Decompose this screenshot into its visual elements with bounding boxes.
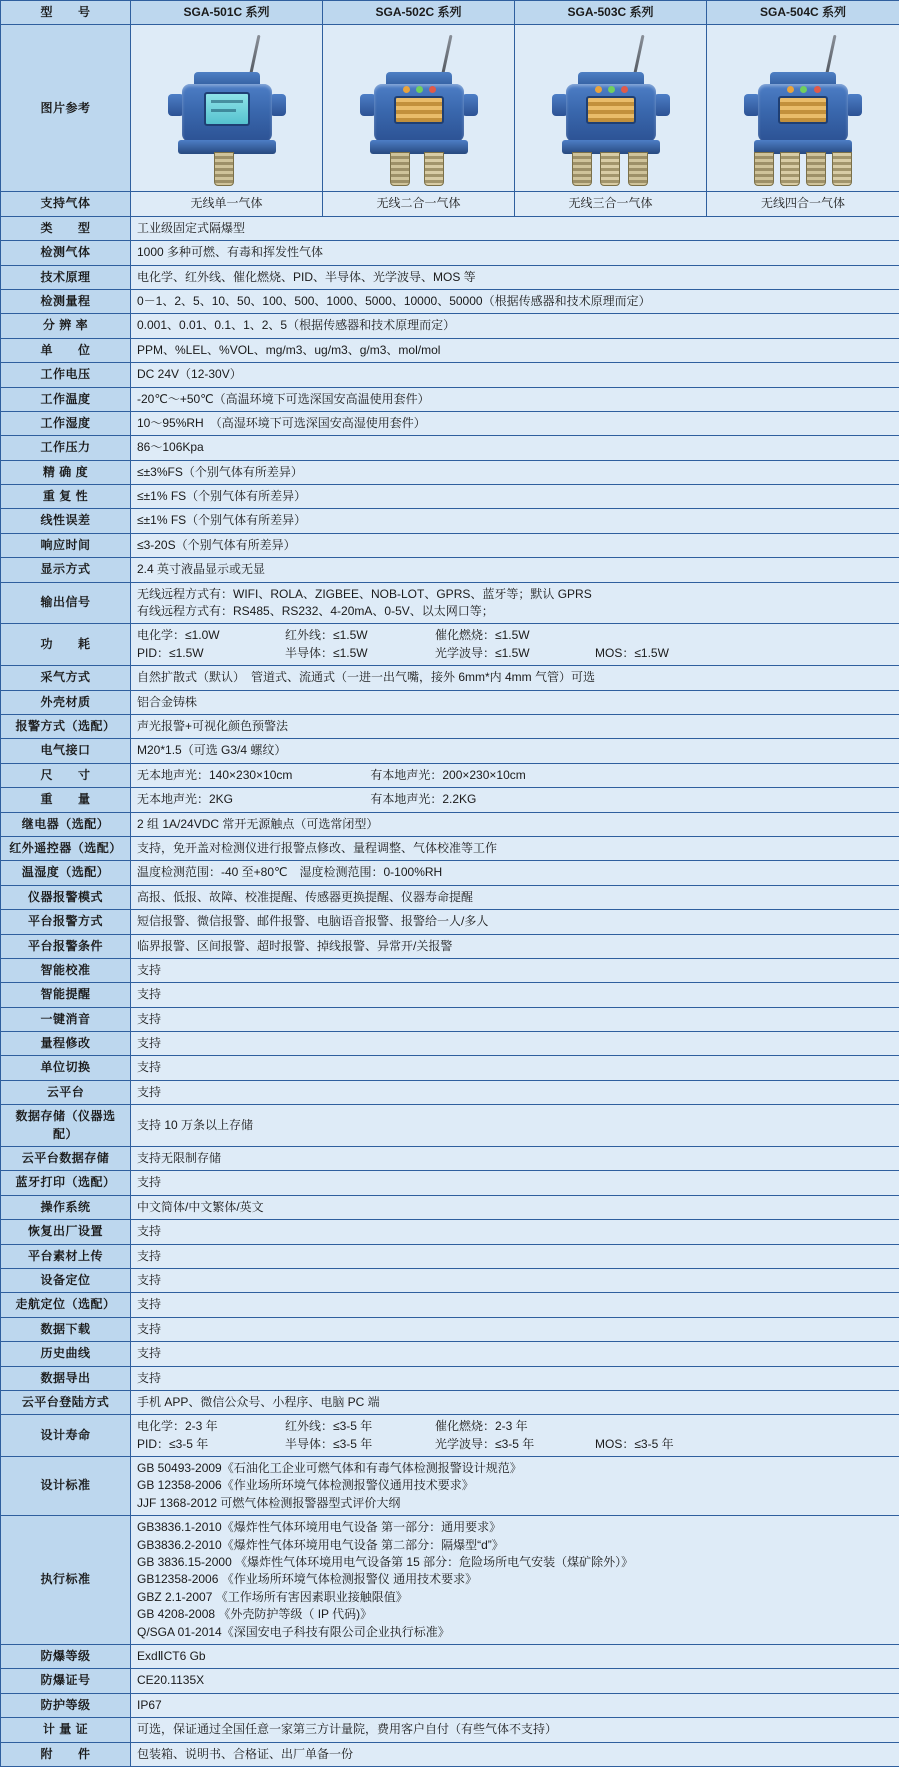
row-value: 电化学、红外线、催化燃烧、PID、半导体、光学波导、MOS 等: [131, 265, 899, 289]
row-value: 支持: [131, 983, 899, 1007]
row-label: 量程修改: [1, 1032, 131, 1056]
table-row: [1, 1244, 899, 1268]
row-label: 云平台数据存储: [1, 1147, 131, 1171]
row-value-dimension: [131, 763, 899, 787]
power-mos: MOS：≤1.5W: [595, 645, 735, 662]
row-value: 支持: [131, 1007, 899, 1031]
table-row: [1, 958, 899, 982]
row-value: IP67: [131, 1693, 899, 1717]
table-row-dimension: [1, 763, 899, 787]
table-row: [1, 1056, 899, 1080]
table-row: [1, 1032, 899, 1056]
design-standard-line: GB 50493-2009《石油化工企业可燃气体和有毒气体检测报警设计规范》: [137, 1460, 893, 1477]
exec-standard-line: GB 3836.15-2000 《爆炸性气体环境用电气设备第 15 部分：危险场所电气安装（煤矿除外）》: [137, 1554, 893, 1571]
table-row: [1, 411, 899, 435]
table-row: [1, 1105, 899, 1147]
row-value: M20*1.5（可选 G3/4 螺纹）: [131, 739, 899, 763]
table-row: [1, 436, 899, 460]
row-label: 显示方式: [1, 558, 131, 582]
gas-detector-illustration: [152, 28, 302, 188]
row-label-gas-support: 支持气体: [1, 192, 131, 216]
row-label: 单 位: [1, 338, 131, 362]
row-value-design-life: [131, 1415, 899, 1457]
sensor-probe: [832, 152, 852, 186]
power-catalytic: 催化燃烧：≤1.5W: [435, 627, 595, 644]
row-label-design-life: 设计寿命: [1, 1415, 131, 1457]
row-value: 支持: [131, 1171, 899, 1195]
table-row: [1, 690, 899, 714]
row-label: 防爆等级: [1, 1645, 131, 1669]
row-value: 短信报警、微信报警、邮件报警、电脑语音报警、报警给一人/多人: [131, 910, 899, 934]
table-row: [1, 485, 899, 509]
device-display-grill: [778, 96, 828, 124]
status-lights: [400, 86, 440, 94]
row-value: 支持: [131, 1080, 899, 1104]
row-label: 工作温度: [1, 387, 131, 411]
row-label: 技术原理: [1, 265, 131, 289]
table-row: [1, 1669, 899, 1693]
row-value: 支持，免开盖对检测仪进行报警点修改、量程调整、气体校准等工作: [131, 836, 899, 860]
sensor-probe: [806, 152, 826, 186]
dimension-without-alarm: 无本地声光：140×230×10cm: [137, 767, 367, 784]
gas-support-501c: 无线单一气体: [131, 192, 323, 216]
power-semiconductor: 半导体：≤1.5W: [285, 645, 435, 662]
row-value: 可选，保证通过全国任意一家第三方计量院，费用客户自付（有些气体不支持）: [131, 1718, 899, 1742]
row-value: 临界报警、区间报警、超时报警、掉线报警、异常开/关报警: [131, 934, 899, 958]
gas-detector-illustration: [728, 28, 878, 188]
table-row: [1, 241, 899, 265]
row-label-image: 图片参考: [1, 25, 131, 192]
status-lights: [784, 86, 824, 94]
table-row: [1, 812, 899, 836]
light-green: [608, 86, 615, 93]
row-label-weight: 重 量: [1, 788, 131, 812]
table-row: [1, 666, 899, 690]
row-label: 操作系统: [1, 1195, 131, 1219]
power-line-1: [137, 627, 893, 644]
table-row: [1, 1390, 899, 1414]
light-red: [814, 86, 821, 93]
table-row: [1, 1007, 899, 1031]
row-label: 报警方式（选配）: [1, 714, 131, 738]
table-row: [1, 934, 899, 958]
row-value-output-signal: [131, 582, 899, 624]
row-label: 平台报警条件: [1, 934, 131, 958]
table-row: [1, 1080, 899, 1104]
table-row: [1, 363, 899, 387]
life-semiconductor: 半导体：≤3-5 年: [285, 1436, 435, 1453]
row-value: CE20.1135X: [131, 1669, 899, 1693]
exec-standard-line: GB3836.2-2010《爆炸性气体环境用电气设备 第二部分：隔爆型“d”》: [137, 1537, 893, 1554]
sensor-probe: [754, 152, 774, 186]
row-label: 数据存储（仪器选配）: [1, 1105, 131, 1147]
table-row: [1, 1742, 899, 1766]
sensor-probe: [780, 152, 800, 186]
row-label: 工作湿度: [1, 411, 131, 435]
row-label: 智能提醒: [1, 983, 131, 1007]
row-label: 红外遥控器（选配）: [1, 836, 131, 860]
row-label-design-standard: 设计标准: [1, 1457, 131, 1516]
light-green: [800, 86, 807, 93]
row-value: 温度检测范围：-40 至+80℃ 湿度检测范围：0-100%RH: [131, 861, 899, 885]
model-502c: SGA-502C 系列: [323, 1, 515, 25]
row-value: 2 组 1A/24VDC 常开无源触点（可选常闭型）: [131, 812, 899, 836]
life-pid: PID：≤3-5 年: [137, 1436, 285, 1453]
row-label: 采气方式: [1, 666, 131, 690]
row-label: 平台报警方式: [1, 910, 131, 934]
exec-standard-line: GB 4208-2008 《外壳防护等级（ IP 代码)》: [137, 1606, 893, 1623]
row-label: 类 型: [1, 216, 131, 240]
table-row: [1, 314, 899, 338]
device-image-501c: [131, 25, 323, 192]
row-label: 仪器报警模式: [1, 885, 131, 909]
design-life-line-1: [137, 1418, 893, 1435]
row-value: -20℃～+50℃（高温环境下可选深国安高温使用套件）: [131, 387, 899, 411]
table-row: [1, 910, 899, 934]
table-row: [1, 216, 899, 240]
table-row: [1, 1693, 899, 1717]
table-row: [1, 1268, 899, 1292]
life-blank: [595, 1418, 735, 1435]
row-label-power: 功 耗: [1, 624, 131, 666]
sensor-probe: [390, 152, 410, 186]
table-row: [1, 1317, 899, 1341]
design-standard-line: GB 12358-2006《作业场所环境气体检测报警仪通用技术要求》: [137, 1477, 893, 1494]
table-row: [1, 739, 899, 763]
row-label: 检测气体: [1, 241, 131, 265]
row-value: 高报、低报、故障、校准提醒、传感器更换提醒、仪器寿命提醒: [131, 885, 899, 909]
power-electrochemical: 电化学：≤1.0W: [137, 627, 285, 644]
row-value: ≤±3%FS（个别气体有所差异）: [131, 460, 899, 484]
life-mos: MOS：≤3-5 年: [595, 1436, 735, 1453]
table-row: [1, 1220, 899, 1244]
sensor-probe: [600, 152, 620, 186]
device-mount-right: [654, 94, 670, 116]
gas-support-504c: 无线四合一气体: [707, 192, 899, 216]
power-infrared: 红外线：≤1.5W: [285, 627, 435, 644]
model-504c: SGA-504C 系列: [707, 1, 899, 25]
row-label: 附 件: [1, 1742, 131, 1766]
row-value: 支持: [131, 1366, 899, 1390]
model-501c: SGA-501C 系列: [131, 1, 323, 25]
table-row: [1, 338, 899, 362]
device-screen: [204, 92, 250, 126]
light-amber: [595, 86, 602, 93]
row-value: 包装箱、说明书、合格证、出厂单备一份: [131, 1742, 899, 1766]
row-value: 支持: [131, 958, 899, 982]
table-row: [1, 1171, 899, 1195]
row-value: 支持 10 万条以上存储: [131, 1105, 899, 1147]
table-row-design-standard: [1, 1457, 899, 1516]
row-value: 支持: [131, 1032, 899, 1056]
device-manifold: [370, 140, 468, 154]
table-row: [1, 1342, 899, 1366]
exec-standard-line: GB3836.1-2010《爆炸性气体环境用电气设备 第一部分：通用要求》: [137, 1519, 893, 1536]
sensor-probe: [572, 152, 592, 186]
row-label: 电气接口: [1, 739, 131, 763]
table-row: [1, 714, 899, 738]
row-value-power: [131, 624, 899, 666]
row-label: 工作压力: [1, 436, 131, 460]
power-optical: 光学波导：≤1.5W: [435, 645, 595, 662]
device-image-502c: [323, 25, 515, 192]
row-value: ExdⅡCT6 Gb: [131, 1645, 899, 1669]
table-row-image: [1, 25, 899, 192]
gas-support-502c: 无线二合一气体: [323, 192, 515, 216]
device-display-grill: [394, 96, 444, 124]
row-label-dimension: 尺 寸: [1, 763, 131, 787]
sensor-probe: [214, 152, 234, 186]
row-label: 防护等级: [1, 1693, 131, 1717]
row-value: 手机 APP、微信公众号、小程序、电脑 PC 端: [131, 1390, 899, 1414]
row-value: 支持: [131, 1293, 899, 1317]
row-label: 智能校准: [1, 958, 131, 982]
table-row: [1, 460, 899, 484]
row-label: 设备定位: [1, 1268, 131, 1292]
row-value: 支持: [131, 1317, 899, 1341]
table-row-weight: [1, 788, 899, 812]
row-value: DC 24V（12-30V）: [131, 363, 899, 387]
output-wired: 有线远程方式有：RS485、RS232、4-20mA、0-5V、以太网口等；: [137, 603, 893, 620]
table-row: [1, 836, 899, 860]
gas-detector-illustration: [344, 28, 494, 188]
row-label: 平台素材上传: [1, 1244, 131, 1268]
row-label: 检测量程: [1, 289, 131, 313]
row-label: 精 确 度: [1, 460, 131, 484]
gas-detector-illustration: [536, 28, 686, 188]
row-value: ≤±1% FS（个别气体有所差异）: [131, 485, 899, 509]
output-wireless: 无线远程方式有：WIFI、ROLA、ZIGBEE、NOB-LOT、GPRS、蓝牙等；默认 GPRS: [137, 586, 893, 603]
model-503c: SGA-503C 系列: [515, 1, 707, 25]
row-label: 线性误差: [1, 509, 131, 533]
table-row: [1, 1718, 899, 1742]
table-row: [1, 983, 899, 1007]
table-row-power: [1, 624, 899, 666]
table-row: [1, 558, 899, 582]
row-label: 蓝牙打印（选配）: [1, 1171, 131, 1195]
row-label: 分 辨 率: [1, 314, 131, 338]
device-image-504c: [707, 25, 899, 192]
device-image-503c: [515, 25, 707, 192]
power-line-2: [137, 645, 893, 662]
screen-line: [211, 100, 243, 103]
light-amber: [403, 86, 410, 93]
row-label-output-signal: 输出信号: [1, 582, 131, 624]
row-value: 10～95%RH （高湿环境下可选深国安高湿使用套件）: [131, 411, 899, 435]
table-row-model: [1, 1, 899, 25]
table-row-exec-standard: [1, 1516, 899, 1645]
row-label: 云平台登陆方式: [1, 1390, 131, 1414]
weight-without-alarm: 无本地声光：2KG: [137, 791, 367, 808]
row-value: 支持: [131, 1056, 899, 1080]
row-label: 响应时间: [1, 533, 131, 557]
design-standard-line: JJF 1368-2012 可燃气体检测报警器型式评价大纲: [137, 1495, 893, 1512]
table-row-gas-support: [1, 192, 899, 216]
dimension-with-alarm: 有本地声光：200×230×10cm: [370, 768, 525, 782]
row-label: 防爆证号: [1, 1669, 131, 1693]
row-label-exec-standard: 执行标准: [1, 1516, 131, 1645]
row-value: ≤±1% FS（个别气体有所差异）: [131, 509, 899, 533]
light-red: [429, 86, 436, 93]
row-label: 数据导出: [1, 1366, 131, 1390]
light-amber: [787, 86, 794, 93]
device-mount-right: [462, 94, 478, 116]
row-value: 支持: [131, 1268, 899, 1292]
row-value: 0－1、2、5、10、50、100、500、1000、5000、10000、50000（根据传感器和技术原理而定）: [131, 289, 899, 313]
table-row: [1, 533, 899, 557]
row-value: 86～106Kpa: [131, 436, 899, 460]
row-label: 工作电压: [1, 363, 131, 387]
device-mount-right: [270, 94, 286, 116]
sensor-probe: [424, 152, 444, 186]
life-optical: 光学波导：≤3-5 年: [435, 1436, 595, 1453]
row-label-model: 型 号: [1, 1, 131, 25]
row-value: ≤3-20S（个别气体有所差异）: [131, 533, 899, 557]
row-value-design-standard: [131, 1457, 899, 1516]
power-blank: [595, 627, 735, 644]
row-value: PPM、%LEL、%VOL、mg/m3、ug/m3、g/m3、mol/mol: [131, 338, 899, 362]
weight-with-alarm: 有本地声光：2.2KG: [370, 792, 476, 806]
row-label: 重 复 性: [1, 485, 131, 509]
table-row: [1, 1293, 899, 1317]
row-value: 声光报警+可视化颜色预警法: [131, 714, 899, 738]
life-electrochemical: 电化学：2-3 年: [137, 1418, 285, 1435]
table-row: [1, 387, 899, 411]
row-label: 恢复出厂设置: [1, 1220, 131, 1244]
table-row: [1, 265, 899, 289]
row-value: 支持: [131, 1220, 899, 1244]
table-row: [1, 1147, 899, 1171]
row-label: 温湿度（选配）: [1, 861, 131, 885]
row-label: 走航定位（选配）: [1, 1293, 131, 1317]
row-value: 自然扩散式（默认） 管道式、流通式（一进一出气嘴，接外 6mm*内 4mm 气管）可选: [131, 666, 899, 690]
table-row: [1, 1645, 899, 1669]
status-lights: [592, 86, 632, 94]
row-label: 一键消音: [1, 1007, 131, 1031]
power-pid: PID：≤1.5W: [137, 645, 285, 662]
table-row: [1, 885, 899, 909]
row-value-exec-standard: [131, 1516, 899, 1645]
table-row: [1, 1366, 899, 1390]
row-value: 0.001、0.01、0.1、1、2、5（根据传感器和技术原理而定）: [131, 314, 899, 338]
exec-standard-line: GB12358-2006 《作业场所环境气体检测报警仪 通用技术要求》: [137, 1571, 893, 1588]
row-value: 铝合金铸株: [131, 690, 899, 714]
row-label: 继电器（选配）: [1, 812, 131, 836]
device-mount-right: [846, 94, 862, 116]
life-catalytic: 催化燃烧：2-3 年: [435, 1418, 595, 1435]
design-life-line-2: [137, 1436, 893, 1453]
screen-line: [211, 109, 236, 112]
gas-support-503c: 无线三合一气体: [515, 192, 707, 216]
sensor-probe: [628, 152, 648, 186]
table-row-output-signal: [1, 582, 899, 624]
row-value: 支持: [131, 1342, 899, 1366]
table-row-design-life: [1, 1415, 899, 1457]
row-value: 中文简体/中文繁体/英文: [131, 1195, 899, 1219]
row-value: 支持无限制存储: [131, 1147, 899, 1171]
row-label: 计 量 证: [1, 1718, 131, 1742]
row-value: 1000 多种可燃、有毒和挥发性气体: [131, 241, 899, 265]
row-label: 历史曲线: [1, 1342, 131, 1366]
row-value: 2.4 英寸液晶显示或无显: [131, 558, 899, 582]
table-row: [1, 289, 899, 313]
device-display-grill: [586, 96, 636, 124]
exec-standard-line: GBZ 2.1-2007 《工作场所有害因素职业接触限值》: [137, 1589, 893, 1606]
table-row: [1, 861, 899, 885]
life-infrared: 红外线：≤3-5 年: [285, 1418, 435, 1435]
table-row: [1, 509, 899, 533]
row-value: 工业级固定式隔爆型: [131, 216, 899, 240]
row-label: 云平台: [1, 1080, 131, 1104]
row-label: 外壳材质: [1, 690, 131, 714]
light-red: [621, 86, 628, 93]
light-green: [416, 86, 423, 93]
row-value-weight: [131, 788, 899, 812]
table-row: [1, 1195, 899, 1219]
exec-standard-line: Q/SGA 01-2014《深国安电子科技有限公司企业执行标准》: [137, 1624, 893, 1641]
row-value: 支持: [131, 1244, 899, 1268]
row-label: 数据下载: [1, 1317, 131, 1341]
row-label: 单位切换: [1, 1056, 131, 1080]
